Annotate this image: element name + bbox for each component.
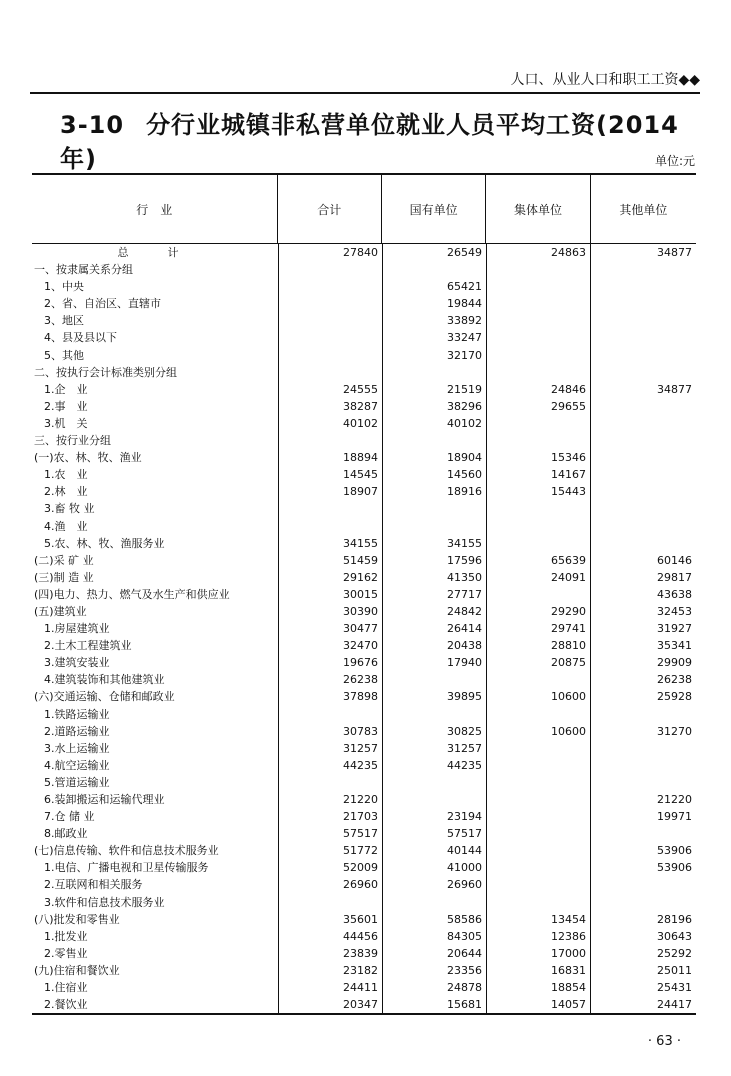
row-label: 5、其他 (44, 348, 84, 362)
row-value: 35341 (657, 639, 692, 653)
row-value: 24863 (551, 246, 586, 259)
row-label: (一)农、林、牧、渔业 (34, 451, 142, 465)
row-value: 57517 (447, 827, 482, 841)
table-row (32, 945, 696, 962)
row-value: 26238 (657, 673, 692, 687)
row-value: 32453 (657, 604, 692, 618)
row-label: (五)建筑业 (34, 604, 87, 618)
row-value (590, 415, 696, 432)
row-value: 23182 (343, 963, 378, 977)
row-value (590, 295, 696, 312)
table-row (32, 535, 696, 552)
row-label: 2、省、自治区、直辖市 (44, 297, 161, 311)
table-row (32, 483, 696, 500)
row-value (590, 449, 696, 466)
row-value (590, 347, 696, 364)
row-value: 30643 (657, 929, 692, 943)
row-value: 31927 (657, 622, 692, 636)
row-value (278, 261, 382, 278)
row-value (486, 894, 590, 911)
row-value (486, 415, 590, 432)
row-value (590, 757, 696, 774)
row-value (486, 500, 590, 517)
row-label: 2.零售业 (44, 946, 88, 960)
row-value: 10600 (551, 724, 586, 738)
table-row (32, 876, 696, 893)
table-row (32, 706, 696, 723)
row-value (590, 312, 696, 329)
row-label: 4.建筑装饰和其他建筑业 (44, 673, 165, 687)
running-header (30, 70, 700, 94)
row-value (486, 586, 590, 603)
row-label: 1.住宿业 (44, 981, 88, 995)
table-row (32, 398, 696, 415)
row-value (382, 518, 486, 535)
row-value (590, 706, 696, 723)
row-label: (六)交通运输、仓储和邮政业 (34, 690, 175, 704)
row-value: 31257 (447, 741, 482, 755)
row-value: 24842 (447, 604, 482, 618)
row-label: 三、按行业分组 (34, 434, 111, 448)
table-row (32, 415, 696, 432)
row-value (382, 500, 486, 517)
row-label: 1.农 业 (44, 468, 88, 482)
table-row (32, 996, 696, 1013)
row-label: 2.道路运输业 (44, 724, 110, 738)
row-value: 44235 (447, 758, 482, 772)
row-value (590, 398, 696, 415)
row-value: 51459 (343, 553, 378, 567)
row-value: 34877 (657, 382, 692, 396)
running-header-text: 人口、从业人口和职工工资◆◆ (510, 72, 700, 88)
row-value (486, 278, 590, 295)
row-value: 40102 (447, 416, 482, 430)
row-value: 60146 (657, 553, 692, 567)
row-value: 33247 (447, 331, 482, 345)
row-value: 27717 (447, 587, 482, 601)
row-value (486, 876, 590, 893)
row-label: 总 计 (117, 246, 193, 259)
table-row (32, 791, 696, 808)
table-row (32, 637, 696, 654)
table-row (32, 329, 696, 346)
row-value (486, 295, 590, 312)
row-value: 29290 (551, 604, 586, 618)
row-value (382, 671, 486, 688)
row-value: 34155 (343, 536, 378, 550)
table-row (32, 244, 696, 261)
row-value (590, 740, 696, 757)
row-value (278, 347, 382, 364)
row-value: 10600 (551, 690, 586, 704)
table-row (32, 552, 696, 569)
row-value (278, 312, 382, 329)
row-value (486, 740, 590, 757)
row-value: 29909 (657, 656, 692, 670)
row-label: 1.电信、广播电视和卫星传输服务 (44, 861, 209, 875)
row-value (278, 894, 382, 911)
table-row (32, 757, 696, 774)
row-value (486, 535, 590, 552)
table-row (32, 859, 696, 876)
row-value: 29741 (551, 622, 586, 636)
row-value: 51772 (343, 844, 378, 858)
row-value (486, 312, 590, 329)
row-value: 30825 (447, 724, 482, 738)
row-label: 3.软件和信息技术服务业 (44, 895, 165, 909)
row-value: 20875 (551, 656, 586, 670)
row-value: 26414 (447, 622, 482, 636)
row-value: 20438 (447, 639, 482, 653)
row-value: 26960 (343, 878, 378, 892)
row-value: 14560 (447, 468, 482, 482)
table-row (32, 261, 696, 278)
table-row (32, 740, 696, 757)
table-row (32, 962, 696, 979)
row-value: 17000 (551, 946, 586, 960)
row-label: (七)信息传输、软件和信息技术服务业 (34, 844, 219, 858)
row-value (486, 432, 590, 449)
row-value: 34877 (657, 246, 692, 259)
row-value (486, 757, 590, 774)
row-value (486, 364, 590, 381)
row-value: 15443 (551, 485, 586, 499)
row-label: 2.林 业 (44, 485, 88, 499)
row-value (486, 347, 590, 364)
row-value (590, 483, 696, 500)
row-label: 5.管道运输业 (44, 775, 110, 789)
row-value: 25928 (657, 690, 692, 704)
row-label: 7.仓 储 业 (44, 810, 95, 824)
row-label: (八)批发和零售业 (34, 912, 120, 926)
row-value (278, 278, 382, 295)
row-label: 1.铁路运输业 (44, 707, 110, 721)
row-value (278, 295, 382, 312)
row-value: 24091 (551, 570, 586, 584)
row-value: 18854 (551, 981, 586, 995)
row-value: 25431 (657, 981, 692, 995)
row-label: 2.事 业 (44, 399, 88, 413)
row-label: 4.航空运输业 (44, 758, 110, 772)
row-value: 15346 (551, 451, 586, 465)
unit-label: 单位:元 (654, 154, 695, 168)
row-value (590, 329, 696, 346)
table-row (32, 381, 696, 398)
table-row (32, 518, 696, 535)
table-row (32, 295, 696, 312)
table-row (32, 842, 696, 859)
table-row (32, 603, 696, 620)
column-header-total: 合计 (277, 175, 381, 243)
table-row (32, 364, 696, 381)
row-value: 18916 (447, 485, 482, 499)
row-label: 3.水上运输业 (44, 741, 110, 755)
row-value: 29817 (657, 570, 692, 584)
table-row (32, 586, 696, 603)
row-label: 1.批发业 (44, 929, 88, 943)
row-value (486, 808, 590, 825)
row-value (278, 774, 382, 791)
row-value (590, 500, 696, 517)
table-row (32, 432, 696, 449)
row-label: (九)住宿和餐饮业 (34, 963, 120, 977)
table-body (32, 244, 696, 1013)
row-value: 44456 (343, 929, 378, 943)
row-value: 26549 (447, 246, 482, 259)
row-value (590, 466, 696, 483)
row-value: 21519 (447, 382, 482, 396)
table-number: 3-10 (60, 111, 125, 139)
row-value: 21220 (657, 793, 692, 806)
row-value: 24555 (343, 382, 378, 396)
row-value: 53906 (657, 844, 692, 858)
row-value: 38296 (447, 399, 482, 413)
row-value: 23194 (447, 810, 482, 824)
row-value: 32470 (343, 639, 378, 653)
row-value: 15681 (447, 998, 482, 1012)
row-value: 18907 (343, 485, 378, 499)
row-value: 17940 (447, 656, 482, 670)
table-row (32, 808, 696, 825)
row-value: 65421 (447, 280, 482, 294)
table-title-text: 分行业城镇非私营单位就业人员平均工资(2014 年) (60, 111, 679, 173)
row-value: 30783 (343, 724, 378, 738)
row-value (278, 364, 382, 381)
row-value: 23356 (447, 963, 482, 977)
row-value: 26238 (343, 673, 378, 687)
row-value: 24846 (551, 382, 586, 396)
row-value (486, 518, 590, 535)
row-value: 58586 (447, 912, 482, 926)
row-value (382, 791, 486, 808)
row-value (486, 791, 590, 808)
row-value (486, 261, 590, 278)
table-row (32, 466, 696, 483)
row-value: 84305 (447, 929, 482, 943)
table-row (32, 671, 696, 688)
table-row (32, 500, 696, 517)
row-value (486, 859, 590, 876)
row-value (486, 842, 590, 859)
row-value: 26960 (447, 878, 482, 892)
row-value: 25292 (657, 946, 692, 960)
row-value (590, 774, 696, 791)
table-row (32, 654, 696, 671)
table-header (32, 175, 696, 244)
row-value (278, 329, 382, 346)
row-value (486, 329, 590, 346)
row-label: 二、按执行会计标准类别分组 (34, 365, 177, 379)
column-header-collective: 集体单位 (485, 175, 589, 243)
wage-table (32, 173, 696, 1015)
row-value: 32170 (447, 348, 482, 362)
row-label: 4、县及县以下 (44, 331, 117, 345)
row-value: 30477 (343, 622, 378, 636)
row-value: 44235 (343, 758, 378, 772)
table-title (60, 108, 700, 176)
row-value (382, 364, 486, 381)
row-value: 40102 (343, 416, 378, 430)
row-value (590, 518, 696, 535)
row-value (278, 518, 382, 535)
row-value: 41000 (447, 861, 482, 875)
row-value: 20644 (447, 946, 482, 960)
row-label: 一、按隶属关系分组 (34, 263, 133, 277)
row-value: 25011 (657, 963, 692, 977)
row-value: 23839 (343, 946, 378, 960)
column-header-industry: 行 业 (136, 202, 173, 217)
row-value: 20347 (343, 998, 378, 1012)
row-value: 31257 (343, 741, 378, 755)
table-row (32, 723, 696, 740)
row-value: 14545 (343, 468, 378, 482)
row-label: (二)采 矿 业 (34, 553, 94, 567)
table-row (32, 347, 696, 364)
table-row (32, 911, 696, 928)
row-value: 18894 (343, 451, 378, 465)
row-value: 39895 (447, 690, 482, 704)
row-value (590, 825, 696, 842)
row-label: 3.畜 牧 业 (44, 502, 95, 516)
row-value (590, 278, 696, 295)
row-value: 28810 (551, 639, 586, 653)
row-label: 2.土木工程建筑业 (44, 639, 132, 653)
row-value: 17596 (447, 553, 482, 567)
table-row (32, 928, 696, 945)
row-value (382, 894, 486, 911)
row-label: 3、地区 (44, 314, 84, 328)
row-value (590, 364, 696, 381)
row-value: 65639 (551, 553, 586, 567)
row-value (486, 774, 590, 791)
row-label: 6.装卸搬运和运输代理业 (44, 793, 165, 806)
row-value (590, 432, 696, 449)
row-value (590, 535, 696, 552)
row-value: 12386 (551, 929, 586, 943)
row-value (486, 825, 590, 842)
row-label: 1.房屋建筑业 (44, 622, 110, 636)
row-label: 2.互联网和相关服务 (44, 878, 143, 892)
row-label: 1.企 业 (44, 382, 88, 396)
row-value (278, 500, 382, 517)
row-value: 41350 (447, 570, 482, 584)
row-value: 24411 (343, 981, 378, 995)
table-row (32, 620, 696, 637)
table-row (32, 688, 696, 705)
row-value (382, 432, 486, 449)
row-label: 4.渔 业 (44, 519, 88, 533)
row-value (486, 671, 590, 688)
row-value: 24417 (657, 998, 692, 1012)
table-row (32, 312, 696, 329)
row-value: 30015 (343, 587, 378, 601)
row-label: 3.建筑安装业 (44, 656, 110, 670)
row-value: 14057 (551, 998, 586, 1012)
row-value: 16831 (551, 963, 586, 977)
row-value: 53906 (657, 861, 692, 875)
row-value: 24878 (447, 981, 482, 995)
row-value: 19676 (343, 656, 378, 670)
row-value: 33892 (447, 314, 482, 328)
row-label: 5.农、林、牧、渔服务业 (44, 536, 165, 550)
row-value: 14167 (551, 468, 586, 482)
row-value (590, 894, 696, 911)
row-value: 30390 (343, 604, 378, 618)
row-value: 38287 (343, 399, 378, 413)
table-row (32, 449, 696, 466)
row-value (590, 876, 696, 893)
row-label: 3.机 关 (44, 416, 88, 430)
table-row (32, 894, 696, 911)
row-value: 52009 (343, 861, 378, 875)
column-header-other: 其他单位 (590, 175, 696, 243)
table-row (32, 569, 696, 586)
column-header-state-owned: 国有单位 (381, 175, 485, 243)
row-value: 40144 (447, 844, 482, 858)
row-value: 37898 (343, 690, 378, 704)
row-value (278, 706, 382, 723)
row-value: 21220 (343, 793, 378, 806)
table-row (32, 278, 696, 295)
row-label: 8.邮政业 (44, 827, 88, 841)
row-value: 21703 (343, 810, 378, 824)
row-value (590, 261, 696, 278)
row-value: 29655 (551, 399, 586, 413)
row-label: (四)电力、热力、燃气及水生产和供应业 (34, 587, 230, 601)
row-value: 28196 (657, 912, 692, 926)
row-value: 18904 (447, 451, 482, 465)
page-number: · 63 · (647, 1034, 681, 1049)
row-value: 27840 (343, 246, 378, 259)
row-value: 31270 (657, 724, 692, 738)
row-value: 34155 (447, 536, 482, 550)
table-row (32, 774, 696, 791)
row-value: 43638 (657, 587, 692, 601)
table-row (32, 825, 696, 842)
row-value (382, 706, 486, 723)
row-value: 35601 (343, 912, 378, 926)
row-value: 57517 (343, 827, 378, 841)
row-value: 19844 (447, 297, 482, 311)
row-value: 19971 (657, 810, 692, 824)
row-value: 29162 (343, 570, 378, 584)
table-row (32, 979, 696, 996)
row-value (382, 774, 486, 791)
row-label: (三)制 造 业 (34, 570, 94, 584)
row-value: 13454 (551, 912, 586, 926)
row-value (278, 432, 382, 449)
row-value (486, 706, 590, 723)
row-value (382, 261, 486, 278)
row-label: 1、中央 (44, 280, 84, 294)
row-label: 2.餐饮业 (44, 998, 88, 1012)
